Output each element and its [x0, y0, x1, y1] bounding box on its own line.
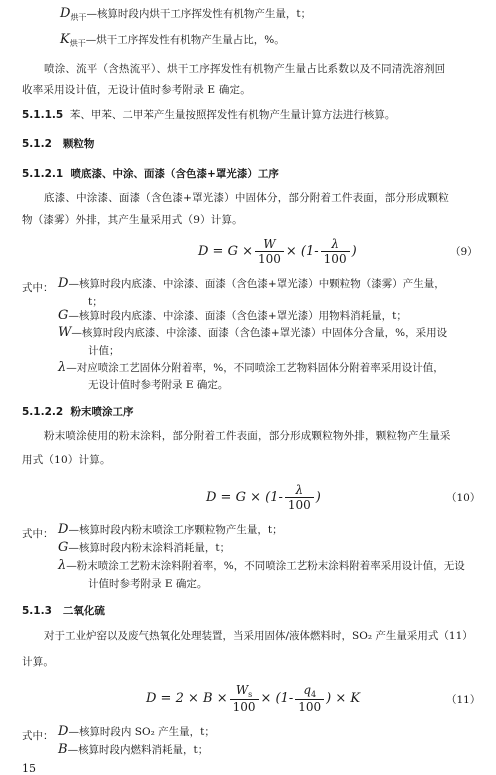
definition-text: —核算时段内粉末涂料消耗量，t；: [68, 542, 231, 554]
section-number: 5.1.2.2: [22, 406, 64, 418]
definition-text: —核算时段内粉末喷涂工序颗粒物产生量，t；: [68, 524, 283, 536]
symbol-subscript: 烘干: [69, 39, 86, 48]
denominator: 100: [285, 497, 314, 512]
equation-number-9: （9）: [450, 246, 478, 258]
section-number: 5.1.2: [22, 138, 52, 150]
symbol-d: D: [60, 6, 71, 21]
symbol-w: W: [58, 325, 72, 340]
section-number: 5.1.3: [22, 605, 52, 617]
section-title: 粉末喷涂工序: [70, 406, 134, 418]
def-g-paint: [58, 308, 407, 323]
numerator: [233, 683, 255, 699]
section-5-1-1-5: [22, 107, 395, 122]
equation-mid: × (1-: [285, 243, 319, 259]
paragraph-line: 物（漆雾）外排，其产生量采用式（9）计算。: [22, 214, 243, 226]
definition-text: —核算时段内底漆、中涂漆、面漆（含色漆+罩光漆）中固体分含量，%，采用设: [71, 327, 448, 339]
paragraph-line: 底漆、中涂漆、面漆（含色漆+罩光漆）中固体分，部分附着工件表面，部分形成颗粒: [44, 192, 449, 204]
definition-text: —核算时段内烘干工序挥发性有机物产生量，t；: [86, 8, 312, 20]
symbol-lambda: λ: [58, 360, 67, 375]
definition-continuation: 计值时参考附录 E 确定。: [88, 578, 208, 590]
equation-end: ): [351, 243, 357, 259]
definition-continuation: 无设计值时参考附录 E 确定。: [88, 379, 229, 391]
where-label: 式中：: [22, 730, 54, 742]
section-number: 5.1.2.1: [22, 168, 64, 180]
denominator: 100: [321, 251, 350, 266]
def-g-powder: [58, 540, 230, 555]
symbol-d: D: [58, 724, 69, 739]
numerator: [300, 683, 319, 699]
section-title: 喷底漆、中涂、面漆（含色漆+罩光漆）工序: [70, 168, 279, 180]
page-number: 15: [22, 762, 36, 775]
equation-mid: × (1-: [260, 690, 294, 706]
denominator: 100: [255, 251, 284, 266]
numerator: W: [263, 236, 276, 251]
definition-text: —核算时段内底漆、中涂漆、面漆（含色漆+罩光漆）中颗粒物（漆雾）产生量，: [68, 278, 445, 290]
def-lambda-adhesion: [58, 360, 444, 375]
symbol-g: G: [58, 308, 69, 323]
numerator-symbol: W: [235, 682, 249, 697]
numerator: λ: [295, 482, 304, 497]
definition-text: —对应喷涂工艺固体分附着率，%，不同喷涂工艺物料固体分附着率采用设计值，: [66, 362, 444, 374]
equation-10: [206, 478, 321, 516]
definition-continuation: t；: [88, 296, 103, 308]
def-b-fuel: [58, 742, 208, 757]
numerator-subscript: s: [248, 689, 253, 699]
equation-lhs: D = 2 × B ×: [146, 690, 228, 706]
section-5-1-2-1-heading: [22, 166, 279, 181]
fraction-lambda: [285, 483, 314, 512]
fraction-ws: [230, 683, 259, 714]
section-5-1-2-2-heading: [22, 404, 134, 419]
numerator: λ: [331, 236, 339, 251]
section-number: 5.1.1.5: [22, 109, 64, 121]
where-label: 式中：: [22, 282, 54, 294]
symbol-lambda: λ: [58, 558, 67, 573]
symbol-d: D: [58, 276, 69, 291]
def-k-drying: [60, 32, 285, 47]
equation-lhs: D = G ×: [198, 243, 253, 259]
definition-text: —烘干工序挥发性有机物产生量占比，%。: [85, 34, 285, 46]
paragraph-line: 喷涂、流平（含热流平）、烘干工序挥发性有机物产生量占比系数以及不同清洗溶剂回: [44, 63, 446, 75]
definition-continuation: 计值；: [88, 345, 120, 357]
equation-end: ) × K: [326, 690, 361, 706]
def-w-solids: [58, 325, 447, 340]
symbol-k: K: [60, 32, 70, 47]
equation-lhs: D = G × (1-: [206, 489, 283, 505]
equation-9: [198, 232, 357, 270]
definition-text: —核算时段内燃料消耗量，t；: [67, 744, 209, 756]
fraction-lambda: [321, 237, 350, 266]
symbol-d: D: [58, 522, 69, 537]
paragraph-line: 计算。: [22, 656, 55, 668]
section-title: 颗粒物: [62, 138, 95, 150]
equation-11: [146, 678, 360, 718]
def-d-so2: [58, 724, 215, 739]
definition-text: —粉末喷涂工艺粉末涂料附着率，%，不同喷涂工艺粉末涂料附着率采用设计值，无设: [66, 560, 465, 572]
denominator: 100: [230, 699, 259, 714]
paragraph-line: 对于工业炉窑以及废气热氧化处理装置，当采用固体/液体燃料时，SO₂ 产生量采用式（11）: [44, 630, 473, 642]
equation-number-11: （11）: [446, 694, 481, 706]
symbol-subscript: 烘干: [70, 13, 87, 22]
section-text: 苯、甲苯、二甲苯产生量按照挥发性有机物产生量计算方法进行核算。: [69, 109, 396, 121]
section-5-1-2-heading: [22, 136, 94, 151]
numerator-symbol: q: [303, 682, 312, 697]
def-d-drying: [60, 6, 311, 21]
def-lambda-powder: [58, 558, 465, 573]
denominator: 100: [295, 699, 324, 714]
def-d-powder: [58, 522, 283, 537]
paragraph-line: 用式（10）计算。: [22, 454, 111, 466]
section-5-1-3-heading: [22, 603, 105, 618]
definition-text: —核算时段内 SO₂ 产生量，t；: [68, 726, 215, 738]
fraction-w: [255, 237, 284, 266]
equation-number-10: （10）: [446, 492, 481, 504]
where-label: 式中：: [22, 528, 54, 540]
fraction-q4: [295, 683, 324, 714]
numerator-subscript: 4: [311, 689, 317, 699]
paragraph-line: 粉末喷涂使用的粉末涂料，部分附着工件表面，部分形成颗粒物外排，颗粒物产生量采: [44, 430, 451, 442]
symbol-g: G: [58, 540, 69, 555]
equation-end: ): [315, 489, 321, 505]
section-title: 二氧化硫: [62, 605, 105, 617]
definition-text: —核算时段内底漆、中涂漆、面漆（含色漆+罩光漆）用物料消耗量，t；: [68, 310, 407, 322]
symbol-b: B: [58, 742, 68, 757]
paragraph-line: 收率采用设计值，无设计值时参考附录 E 确定。: [22, 84, 251, 96]
def-d-paint-mist: [58, 276, 445, 291]
